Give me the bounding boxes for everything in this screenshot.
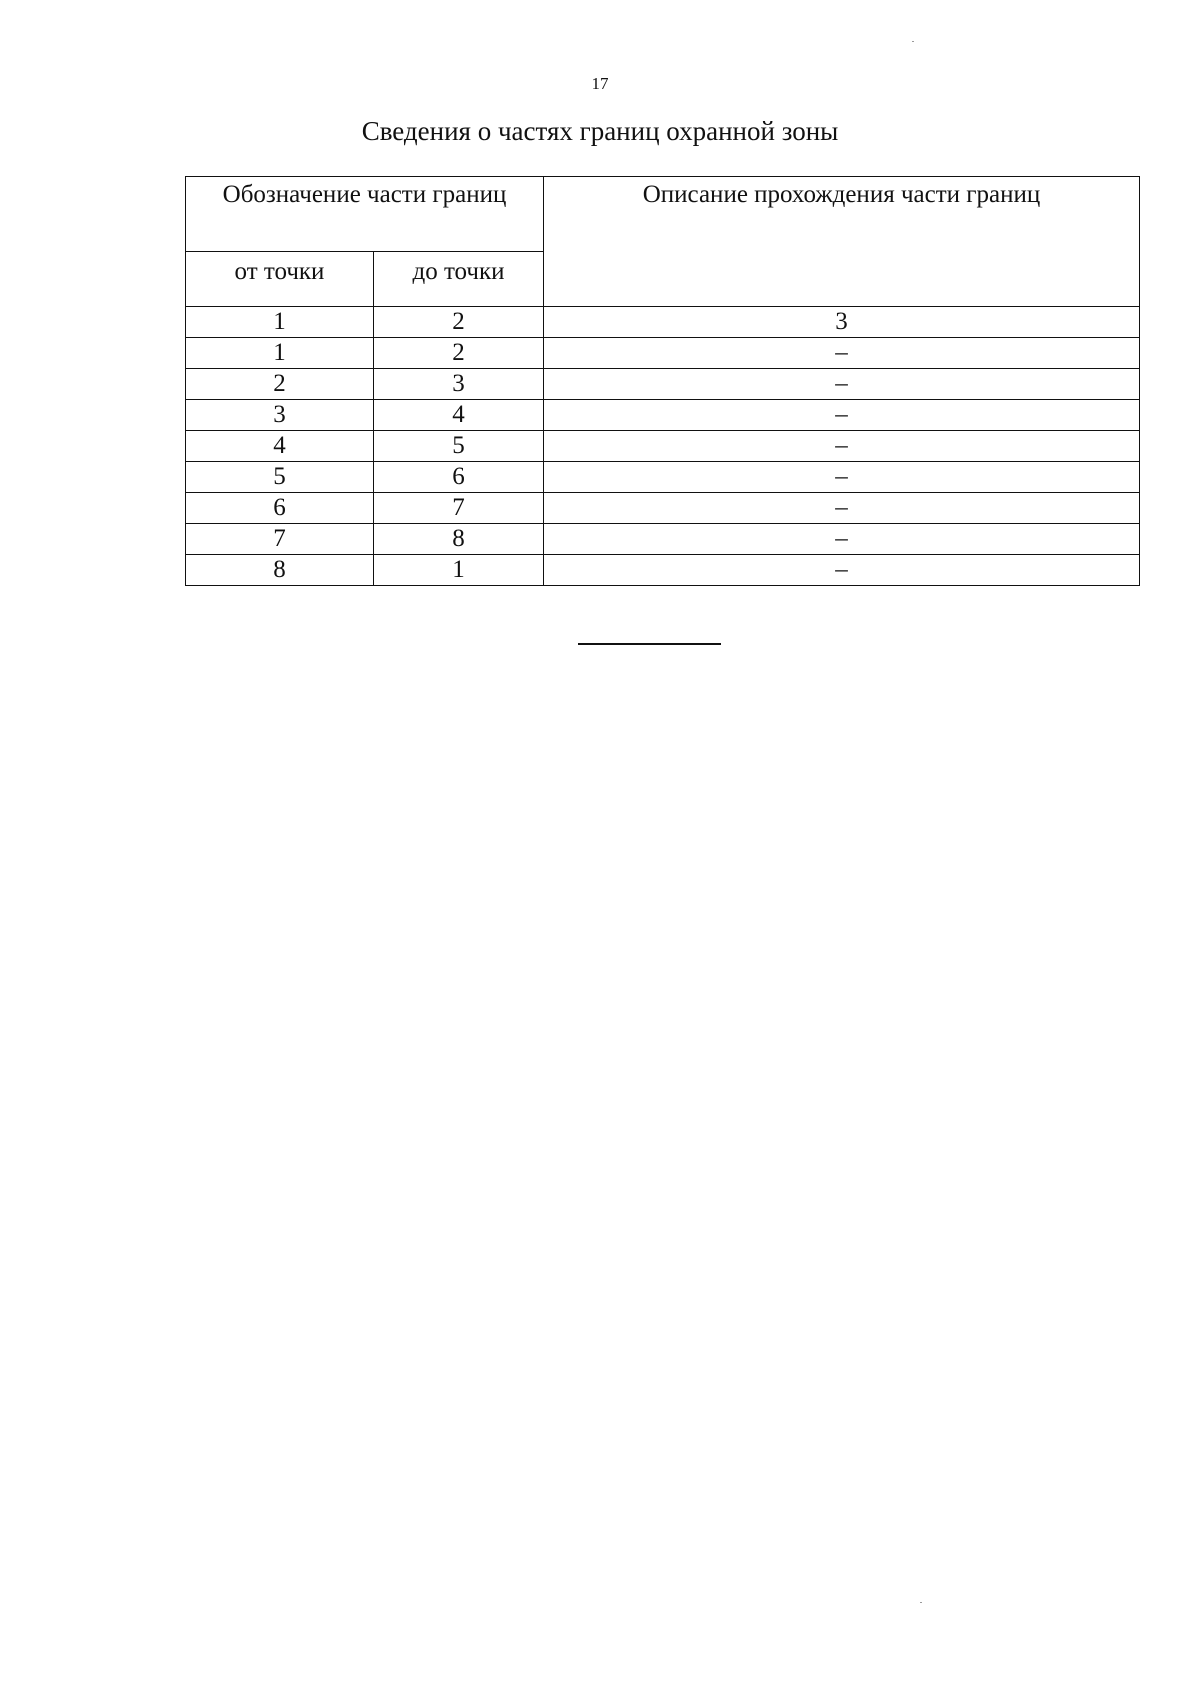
boundary-parts-table <box>185 176 1140 586</box>
cell-description: – <box>544 555 1140 586</box>
table-row <box>186 524 1140 555</box>
scan-artifact <box>920 1602 922 1603</box>
cell-from-point: 5 <box>186 462 374 493</box>
table-row <box>186 493 1140 524</box>
table-row <box>186 462 1140 493</box>
column-number: 3 <box>544 307 1140 338</box>
cell-to-point: 2 <box>374 338 544 369</box>
cell-description: – <box>544 462 1140 493</box>
cell-description: – <box>544 400 1140 431</box>
header-boundary-designation: Обозначение части границ <box>186 177 544 252</box>
table-row <box>186 555 1140 586</box>
table-row <box>186 400 1140 431</box>
cell-description: – <box>544 493 1140 524</box>
column-number: 1 <box>186 307 374 338</box>
cell-description: – <box>544 524 1140 555</box>
end-of-document-rule <box>578 643 721 645</box>
cell-from-point: 7 <box>186 524 374 555</box>
cell-to-point: 8 <box>374 524 544 555</box>
header-to-point: до точки <box>374 252 544 307</box>
page-number: 17 <box>591 74 609 93</box>
cell-description: – <box>544 431 1140 462</box>
cell-from-point: 3 <box>186 400 374 431</box>
column-number-row <box>186 307 1140 338</box>
cell-from-point: 6 <box>186 493 374 524</box>
cell-to-point: 7 <box>374 493 544 524</box>
table-header <box>186 177 1140 307</box>
table-row <box>186 369 1140 400</box>
cell-from-point: 1 <box>186 338 374 369</box>
table-body <box>186 307 1140 586</box>
cell-from-point: 8 <box>186 555 374 586</box>
cell-description: – <box>544 338 1140 369</box>
table-row <box>186 338 1140 369</box>
document-title: Сведения о частях границ охранной зоны <box>361 116 839 146</box>
cell-from-point: 2 <box>186 369 374 400</box>
cell-to-point: 3 <box>374 369 544 400</box>
scan-artifact <box>912 41 914 42</box>
cell-to-point: 4 <box>374 400 544 431</box>
cell-to-point: 6 <box>374 462 544 493</box>
header-from-point: от точки <box>186 252 374 307</box>
header-boundary-description: Описание прохождения части границ <box>544 177 1140 307</box>
column-number: 2 <box>374 307 544 338</box>
cell-to-point: 5 <box>374 431 544 462</box>
cell-to-point: 1 <box>374 555 544 586</box>
cell-from-point: 4 <box>186 431 374 462</box>
cell-description: – <box>544 369 1140 400</box>
table-row <box>186 431 1140 462</box>
